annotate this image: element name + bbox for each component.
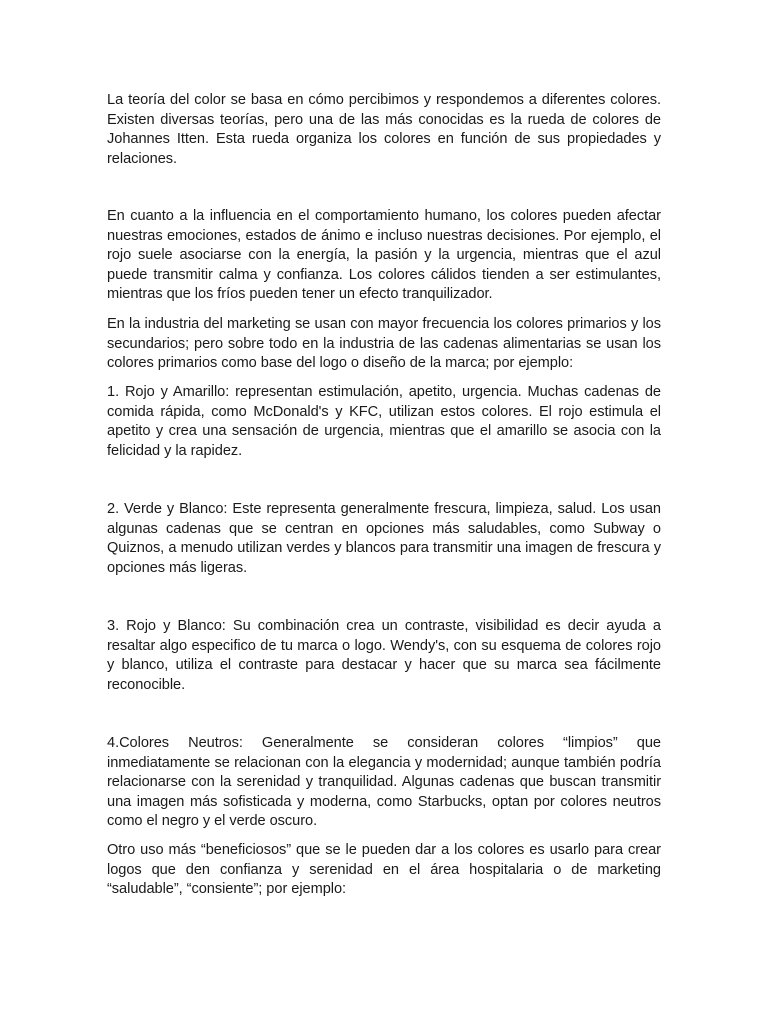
paragraph-red-white: 3. Rojo y Blanco: Su combinación crea un contraste, visibilidad es decir ayuda a resaltar algo especifico de tu marca o logo. Wendy's, con su esquema de colores rojo y blanco, utiliza el contraste para destacar y hacer que su marca sea fácilmente reconocible. [107, 618, 661, 693]
paragraph-marketing-industry: En la industria del marketing se usan con mayor frecuencia los colores primarios y los secundarios; pero sobre todo en la industria de las cadenas alimentarias se usan los colores primarios como base del logo o diseño de la marca; por ejemplo: [107, 316, 661, 371]
paragraph-neutral-colors: 4.Colores Neutros: Generalmente se consideran colores “limpios” que inmediatamente se relacionan con la elegancia y modernidad; aunque también podría relacionarse con la serenidad y tranquilidad. Algunas cadenas que buscan transmitir una imagen más sofisticada y moderna, como Starbucks, optan por colores neutros como el negro y el verde oscuro. [107, 735, 661, 829]
paragraph-red-yellow: 1. Rojo y Amarillo: representan estimulación, apetito, urgencia. Muchas cadenas de comida rápida, como McDonald's y KFC, utilizan estos colores. El rojo estimula el apetito y crea una sensación de urgencia, mientras que el amarillo se asocia con la felicidad y la rapidez. [107, 384, 661, 459]
paragraph-color-theory: La teoría del color se basa en cómo percibimos y respondemos a diferentes colores. Existen diversas teorías, pero una de las más conocidas es la rueda de colores de Johannes Itten. Esta rueda organiza los colores en función de sus propiedades y relaciones. [107, 92, 661, 167]
paragraph-human-behavior: En cuanto a la influencia en el comportamiento humano, los colores pueden afectar nuestras emociones, estados de ánimo e incluso nuestras decisiones. Por ejemplo, el rojo suele asociarse con la energía, la pasión y la urgencia, mientras que el azul puede transmitir calma y confianza. Los colores cálidos tienden a ser estimulantes, mientras que los fríos pueden tener un efecto tranquilizador. [107, 208, 661, 302]
paragraph-green-white: 2. Verde y Blanco: Este representa generalmente frescura, limpieza, salud. Los usan algunas cadenas que se centran en opciones más saludables, como Subway o Quiznos, a menudo utilizan verdes y blancos para transmitir una imagen de frescura y opciones más ligeras. [107, 501, 661, 576]
paragraph-beneficial-uses: Otro uso más “beneficiosos” que se le pueden dar a los colores es usarlo para crear logos que den confianza y serenidad en el área hospitalaria o de marketing “saludable”, “consiente”; por ejemplo: [107, 842, 661, 897]
